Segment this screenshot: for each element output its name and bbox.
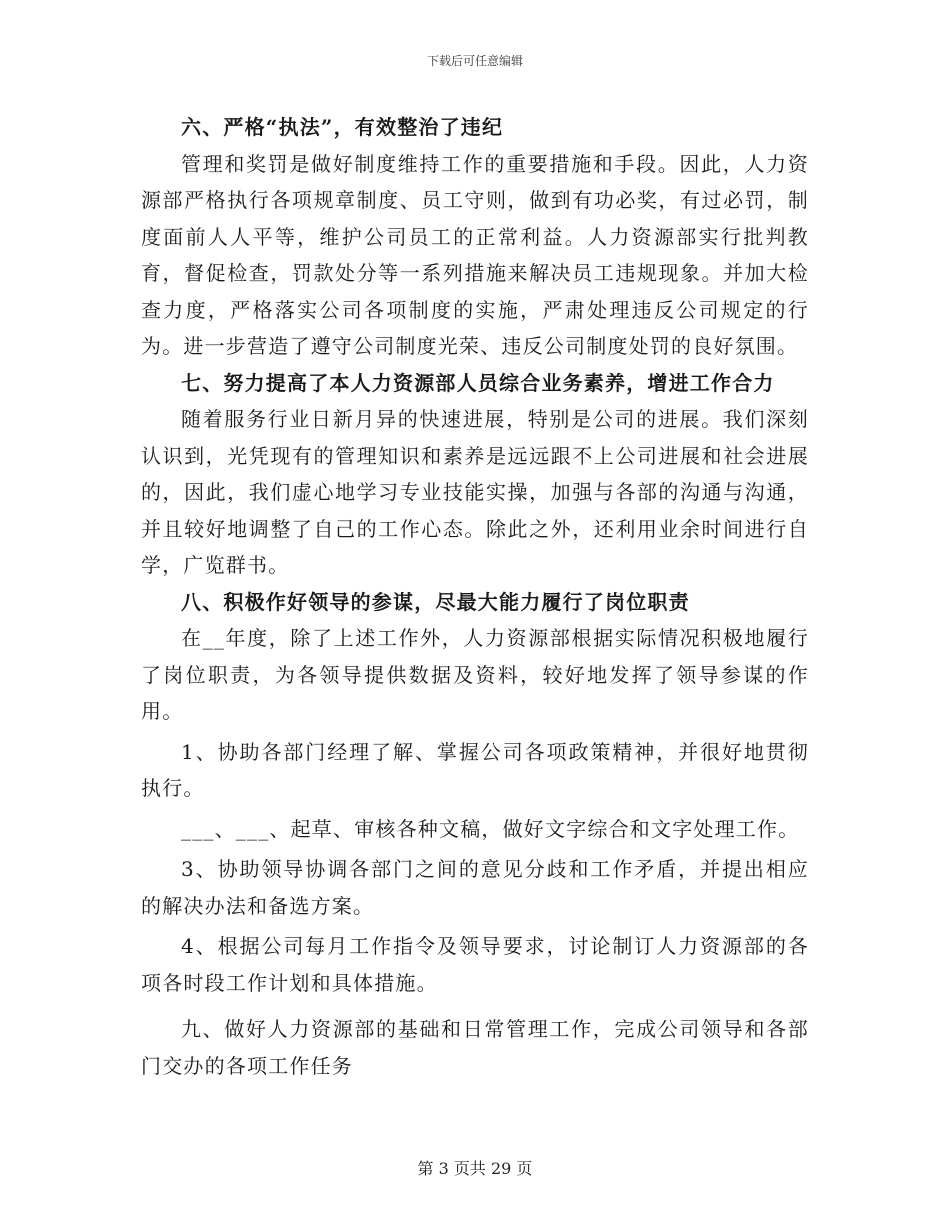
list-item-1: 1、协助各部门经理了解、掌握公司各项政策精神，并很好地贯彻执行。 [141, 739, 809, 800]
paragraph-duties: 在__年度，除了上述工作外，人力资源部根据实际情况积极地履行了岗位职责，为各领导提供数据及资料，较好地发挥了领导参谋的作用。 [141, 626, 809, 723]
list-item-2: ___、___、起草、审核各种文稿，做好文字综合和文字处理工作。 [181, 816, 800, 841]
section-heading-8: 八、积极作好领导的参谋，尽最大能力履行了岗位职责 [181, 589, 690, 614]
page-header-note: 下载后可任意编辑 [426, 54, 523, 68]
page-number: 第 3 页共 29 页 [417, 1159, 533, 1178]
list-item-3: 3、协助领导协调各部门之间的意见分歧和工作矛盾，并提出相应的解决办法和备选方案。 [141, 857, 809, 918]
section-heading-6: 六、严格“执法”，有效整治了违纪 [181, 115, 504, 139]
document-body [141, 109, 809, 1084]
paragraph-training: 随着服务行业日新月异的快速进展，特别是公司的进展。我们深刻认识到，光凭现有的管理知识和素养是远远跟不上公司进展和社会进展的，因此，我们虚心地学习专业技能实操，加强与各部的沟通与沟通，并且较好地调整了自己的工作心态。除此之外，还利用业余时间进行自学，广览群书。 [141, 407, 809, 577]
section-heading-9: 九、做好人力资源部的基础和日常管理工作，完成公司领导和各部门交办的各项工作任务 [141, 1017, 809, 1078]
list-item-4: 4、根据公司每月工作指令及领导要求，讨论制订人力资源部的各项各时段工作计划和具体措施。 [141, 934, 809, 995]
section-heading-7: 七、努力提高了本人力资源部人员综合业务素养，增进工作合力 [181, 370, 775, 395]
paragraph-discipline: 管理和奖罚是做好制度维持工作的重要措施和手段。因此，人力资源部严格执行各项规章制度、员工守则，做到有功必奖，有过必罚，制度面前人人平等，维护公司员工的正常利益。人力资源部实行批判教育，督促检查，罚款处分等一系列措施来解决员工违规现象。并加大检查力度，严格落实公司各项制度的实施，严肃处理违反公司规定的行为。进一步营造了遵守公司制度光荣、违反公司制度处罚的良好氛围。 [141, 151, 809, 358]
